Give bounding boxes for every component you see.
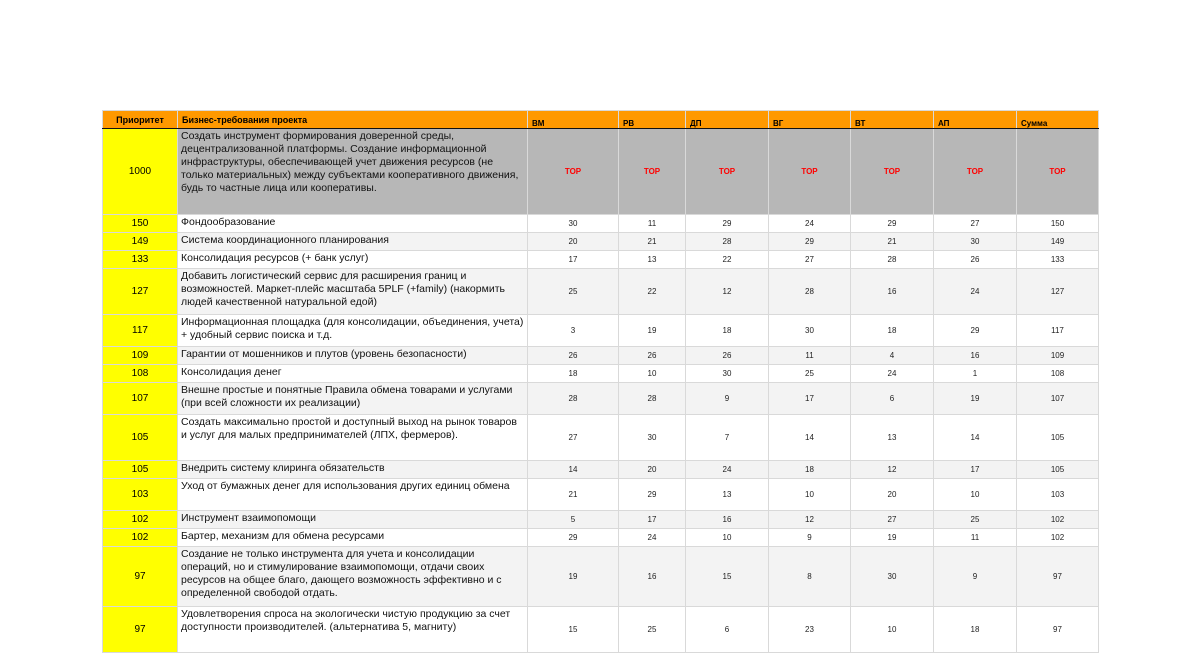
priority-cell[interactable]: 108 <box>103 365 178 383</box>
header-vm[interactable]: ВМ <box>528 111 619 129</box>
score-cell-ap[interactable]: ТОР <box>934 129 1017 215</box>
score-cell-ap[interactable]: 10 <box>934 479 1017 511</box>
table-row <box>103 129 1099 215</box>
score-cell-vg[interactable]: 23 <box>769 607 851 653</box>
score-cell-rv[interactable]: 21 <box>619 233 686 251</box>
score-cell-vt[interactable]: 24 <box>851 365 934 383</box>
score-cell-vm[interactable]: 28 <box>528 383 619 415</box>
requirement-cell[interactable]: Внешне простые и понятные Правила обмена товарами и услугами (при всей сложности их реализации) <box>178 383 528 415</box>
score-cell-sum[interactable]: 150 <box>1017 215 1099 233</box>
score-cell-sum[interactable]: 103 <box>1017 479 1099 511</box>
score-cell-ap[interactable]: 24 <box>934 269 1017 315</box>
requirement-cell[interactable]: Фондообразование <box>178 215 528 233</box>
score-cell-rv[interactable]: 28 <box>619 383 686 415</box>
score-cell-vm[interactable]: 15 <box>528 607 619 653</box>
score-cell-vt[interactable]: 16 <box>851 269 934 315</box>
score-cell-vm[interactable]: 25 <box>528 269 619 315</box>
score-cell-sum[interactable]: 105 <box>1017 415 1099 461</box>
header-priority[interactable]: Приоритет <box>103 111 178 129</box>
score-cell-vm[interactable]: 5 <box>528 511 619 529</box>
score-cell-vg[interactable]: 10 <box>769 479 851 511</box>
table-row <box>103 383 1099 415</box>
header-vt[interactable]: ВТ <box>851 111 934 129</box>
score-cell-dp[interactable]: 18 <box>686 315 769 347</box>
priority-cell[interactable]: 105 <box>103 461 178 479</box>
priority-cell[interactable]: 150 <box>103 215 178 233</box>
score-cell-dp[interactable]: 24 <box>686 461 769 479</box>
score-cell-ap[interactable]: 30 <box>934 233 1017 251</box>
score-cell-vm[interactable]: 26 <box>528 347 619 365</box>
score-cell-rv[interactable]: 26 <box>619 347 686 365</box>
requirement-cell[interactable]: Инструмент взаимопомощи <box>178 511 528 529</box>
score-cell-vt[interactable]: 18 <box>851 315 934 347</box>
score-cell-sum[interactable]: 133 <box>1017 251 1099 269</box>
score-cell-rv[interactable]: 29 <box>619 479 686 511</box>
requirement-cell[interactable]: Создать инструмент формирования доверенной среды, децентрализованной платформы. Создание информационной инфраструктуры, обеспечивающей учет движения ресурсов (не только материальных) между субъектами кооперативного движения, будь то частные лица или кооперативы. <box>178 129 528 215</box>
score-cell-vm[interactable]: 20 <box>528 233 619 251</box>
score-cell-rv[interactable]: 30 <box>619 415 686 461</box>
priority-cell[interactable]: 109 <box>103 347 178 365</box>
spreadsheet-table <box>102 110 1099 653</box>
score-cell-vg[interactable]: 28 <box>769 269 851 315</box>
score-cell-vg[interactable]: 27 <box>769 251 851 269</box>
table-row <box>103 511 1099 529</box>
requirement-cell[interactable]: Бартер, механизм для обмена ресурсами <box>178 529 528 547</box>
score-cell-ap[interactable]: 14 <box>934 415 1017 461</box>
score-cell-rv[interactable]: 25 <box>619 607 686 653</box>
header-vg[interactable]: ВГ <box>769 111 851 129</box>
table-row <box>103 461 1099 479</box>
priority-cell[interactable]: 97 <box>103 547 178 607</box>
header-sum[interactable]: Сумма <box>1017 111 1099 129</box>
requirement-cell[interactable]: Создание не только инструмента для учета и консолидации операций, но и стимулирование взаимопомощи, отдачи своих ресурсов на общее благо, дающего возможность эффективно и с определенной свободой отдать. <box>178 547 528 607</box>
score-cell-sum[interactable]: 108 <box>1017 365 1099 383</box>
score-cell-vg[interactable]: 8 <box>769 547 851 607</box>
score-cell-sum[interactable]: 102 <box>1017 511 1099 529</box>
score-cell-vg[interactable]: ТОР <box>769 129 851 215</box>
score-cell-dp[interactable]: 22 <box>686 251 769 269</box>
score-cell-vt[interactable]: 27 <box>851 511 934 529</box>
table-row <box>103 215 1099 233</box>
score-cell-dp[interactable]: 26 <box>686 347 769 365</box>
score-cell-rv[interactable]: 16 <box>619 547 686 607</box>
score-cell-rv[interactable]: 19 <box>619 315 686 347</box>
score-cell-dp[interactable]: 6 <box>686 607 769 653</box>
score-cell-ap[interactable]: 25 <box>934 511 1017 529</box>
score-cell-dp[interactable]: 30 <box>686 365 769 383</box>
header-ap[interactable]: АП <box>934 111 1017 129</box>
requirement-cell[interactable]: Уход от бумажных денег для использования других единиц обмена <box>178 479 528 511</box>
score-cell-vt[interactable]: 6 <box>851 383 934 415</box>
table-row <box>103 529 1099 547</box>
table-row <box>103 365 1099 383</box>
score-cell-ap[interactable]: 18 <box>934 607 1017 653</box>
requirement-cell[interactable]: Консолидация денег <box>178 365 528 383</box>
score-cell-vg[interactable]: 25 <box>769 365 851 383</box>
score-cell-sum[interactable]: 97 <box>1017 607 1099 653</box>
table-row <box>103 347 1099 365</box>
score-cell-ap[interactable]: 29 <box>934 315 1017 347</box>
score-cell-sum[interactable]: 102 <box>1017 529 1099 547</box>
table-row <box>103 547 1099 607</box>
score-cell-vm[interactable]: 27 <box>528 415 619 461</box>
score-cell-dp[interactable]: 29 <box>686 215 769 233</box>
score-cell-sum[interactable]: 105 <box>1017 461 1099 479</box>
score-cell-vm[interactable]: 21 <box>528 479 619 511</box>
score-cell-vm[interactable]: 29 <box>528 529 619 547</box>
header-dp[interactable]: ДП <box>686 111 769 129</box>
score-cell-sum[interactable]: 117 <box>1017 315 1099 347</box>
requirement-cell[interactable]: Внедрить систему клиринга обязательств <box>178 461 528 479</box>
score-cell-ap[interactable]: 16 <box>934 347 1017 365</box>
score-cell-vg[interactable]: 14 <box>769 415 851 461</box>
score-cell-vg[interactable]: 24 <box>769 215 851 233</box>
table-row <box>103 415 1099 461</box>
score-cell-ap[interactable]: 26 <box>934 251 1017 269</box>
score-cell-ap[interactable]: 1 <box>934 365 1017 383</box>
score-cell-vt[interactable]: 10 <box>851 607 934 653</box>
score-cell-rv[interactable]: 24 <box>619 529 686 547</box>
score-cell-sum[interactable]: 109 <box>1017 347 1099 365</box>
score-cell-sum[interactable]: 149 <box>1017 233 1099 251</box>
score-cell-vm[interactable]: 19 <box>528 547 619 607</box>
score-cell-dp[interactable]: ТОР <box>686 129 769 215</box>
requirement-cell[interactable]: Консолидация ресурсов (+ банк услуг) <box>178 251 528 269</box>
score-cell-vt[interactable]: ТОР <box>851 129 934 215</box>
score-cell-dp[interactable]: 15 <box>686 547 769 607</box>
score-cell-vt[interactable]: 12 <box>851 461 934 479</box>
table-row <box>103 315 1099 347</box>
score-cell-vt[interactable]: 21 <box>851 233 934 251</box>
score-cell-vg[interactable]: 11 <box>769 347 851 365</box>
requirement-cell[interactable]: Информационная площадка (для консолидации, объединения, учета) + удобный сервис поиска и т.д. <box>178 315 528 347</box>
priority-cell[interactable]: 107 <box>103 383 178 415</box>
score-cell-sum[interactable]: 97 <box>1017 547 1099 607</box>
priority-cell[interactable]: 97 <box>103 607 178 653</box>
score-cell-vt[interactable]: 13 <box>851 415 934 461</box>
score-cell-dp[interactable]: 13 <box>686 479 769 511</box>
score-cell-dp[interactable]: 28 <box>686 233 769 251</box>
score-cell-ap[interactable]: 27 <box>934 215 1017 233</box>
table-row <box>103 269 1099 315</box>
score-cell-vm[interactable]: 30 <box>528 215 619 233</box>
score-cell-vm[interactable]: 18 <box>528 365 619 383</box>
score-cell-rv[interactable]: 13 <box>619 251 686 269</box>
table-body <box>103 129 1099 653</box>
score-cell-vg[interactable]: 17 <box>769 383 851 415</box>
priority-cell[interactable]: 127 <box>103 269 178 315</box>
score-cell-ap[interactable]: 11 <box>934 529 1017 547</box>
score-cell-vt[interactable]: 30 <box>851 547 934 607</box>
score-cell-vg[interactable]: 18 <box>769 461 851 479</box>
score-cell-sum[interactable]: 127 <box>1017 269 1099 315</box>
requirement-cell[interactable]: Гарантии от мошенников и плутов (уровень безопасности) <box>178 347 528 365</box>
table-row <box>103 479 1099 511</box>
requirement-cell[interactable]: Система координационного планирования <box>178 233 528 251</box>
priority-cell[interactable]: 149 <box>103 233 178 251</box>
score-cell-rv[interactable]: 11 <box>619 215 686 233</box>
score-cell-rv[interactable]: 17 <box>619 511 686 529</box>
score-cell-vt[interactable]: 19 <box>851 529 934 547</box>
score-cell-ap[interactable]: 19 <box>934 383 1017 415</box>
score-cell-sum[interactable]: ТОР <box>1017 129 1099 215</box>
score-cell-dp[interactable]: 16 <box>686 511 769 529</box>
priority-cell[interactable]: 105 <box>103 415 178 461</box>
priority-cell[interactable]: 102 <box>103 529 178 547</box>
score-cell-dp[interactable]: 10 <box>686 529 769 547</box>
header-requirement[interactable]: Бизнес-требования проекта <box>178 111 528 129</box>
requirement-cell[interactable]: Удовлетворения спроса на экологически чистую продукцию за счет доступности производителей. (альтернатива 5, магниту) <box>178 607 528 653</box>
score-cell-vg[interactable]: 9 <box>769 529 851 547</box>
score-cell-dp[interactable]: 12 <box>686 269 769 315</box>
score-cell-rv[interactable]: ТОР <box>619 129 686 215</box>
score-cell-rv[interactable]: 22 <box>619 269 686 315</box>
score-cell-dp[interactable]: 7 <box>686 415 769 461</box>
priority-cell[interactable]: 1000 <box>103 129 178 215</box>
score-cell-vt[interactable]: 28 <box>851 251 934 269</box>
score-cell-rv[interactable]: 20 <box>619 461 686 479</box>
score-cell-vt[interactable]: 4 <box>851 347 934 365</box>
score-cell-vg[interactable]: 12 <box>769 511 851 529</box>
score-cell-ap[interactable]: 17 <box>934 461 1017 479</box>
score-cell-vg[interactable]: 29 <box>769 233 851 251</box>
requirement-cell[interactable]: Добавить логистический сервис для расширения границ и возможностей. Маркет-плейс масштаба 5PLF (+family) (накормить людей качественной натуральной едой) <box>178 269 528 315</box>
score-cell-vm[interactable]: 14 <box>528 461 619 479</box>
score-cell-dp[interactable]: 9 <box>686 383 769 415</box>
table-row <box>103 233 1099 251</box>
score-cell-vm[interactable]: ТОР <box>528 129 619 215</box>
priority-cell[interactable]: 133 <box>103 251 178 269</box>
score-cell-vt[interactable]: 29 <box>851 215 934 233</box>
score-cell-vg[interactable]: 30 <box>769 315 851 347</box>
score-cell-ap[interactable]: 9 <box>934 547 1017 607</box>
score-cell-vm[interactable]: 3 <box>528 315 619 347</box>
requirement-cell[interactable]: Создать максимально простой и доступный выход на рынок товаров и услуг для малых предпринимателей (ЛПХ, фермеров). <box>178 415 528 461</box>
score-cell-vm[interactable]: 17 <box>528 251 619 269</box>
score-cell-vt[interactable]: 20 <box>851 479 934 511</box>
score-cell-sum[interactable]: 107 <box>1017 383 1099 415</box>
header-row <box>103 111 1099 129</box>
priority-cell[interactable]: 102 <box>103 511 178 529</box>
table-row <box>103 251 1099 269</box>
priority-cell[interactable]: 117 <box>103 315 178 347</box>
score-cell-rv[interactable]: 10 <box>619 365 686 383</box>
priority-cell[interactable]: 103 <box>103 479 178 511</box>
header-rv[interactable]: РВ <box>619 111 686 129</box>
